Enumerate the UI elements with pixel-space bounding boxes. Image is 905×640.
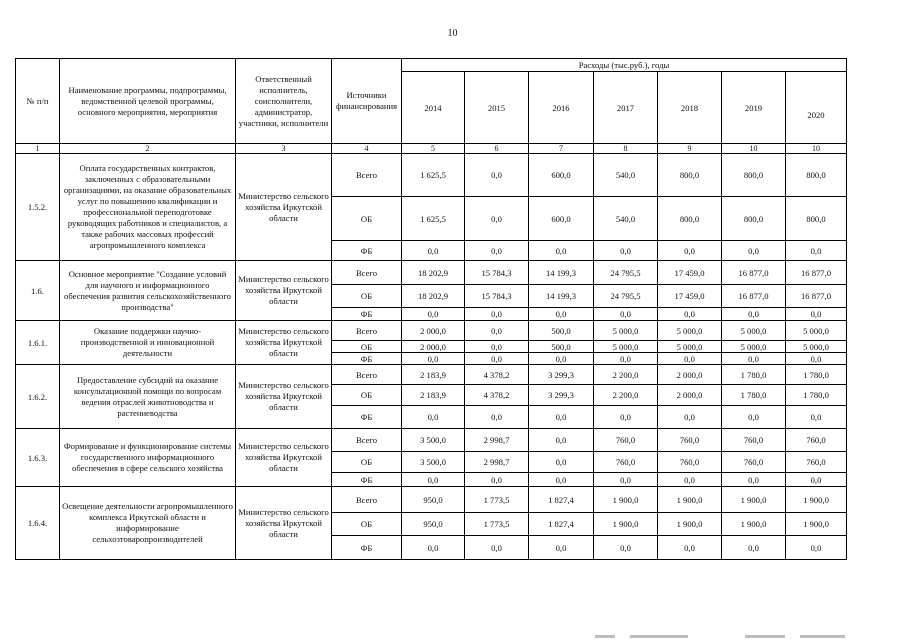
index-cell: 10	[786, 144, 847, 154]
funding-source: ОБ	[332, 285, 402, 308]
expense-value: 0,0	[465, 197, 529, 241]
expense-value: 0,0	[465, 308, 529, 321]
expense-value: 16 877,0	[786, 285, 847, 308]
expense-value: 0,0	[658, 473, 722, 487]
expense-value: 15 784,3	[465, 261, 529, 285]
expense-value: 0,0	[529, 429, 594, 452]
expense-value: 15 784,3	[465, 285, 529, 308]
expense-value: 0,0	[658, 308, 722, 321]
expense-value: 0,0	[465, 154, 529, 197]
row-number: 1.6.2.	[16, 365, 60, 429]
row-responsible: Министерство сельского хозяйства Иркутской области	[236, 365, 332, 429]
funding-source: ФБ	[332, 473, 402, 487]
row-responsible: Министерство сельского хозяйства Иркутской области	[236, 321, 332, 365]
expense-value: 0,0	[722, 473, 786, 487]
expense-value: 0,0	[786, 308, 847, 321]
expense-value: 0,0	[722, 536, 786, 560]
expense-value: 5 000,0	[658, 341, 722, 353]
expense-value: 760,0	[658, 429, 722, 452]
expense-value: 1 625,5	[402, 197, 465, 241]
expenses-table	[15, 58, 847, 560]
expense-value: 760,0	[594, 452, 658, 473]
expense-value: 0,0	[722, 353, 786, 365]
expense-value: 800,0	[786, 154, 847, 197]
expense-value: 2 183,9	[402, 365, 465, 385]
index-cell: 4	[332, 144, 402, 154]
header-num: № п/п	[16, 59, 60, 144]
row-responsible: Министерство сельского хозяйства Иркутской области	[236, 429, 332, 487]
expense-value: 800,0	[722, 154, 786, 197]
expense-value: 17 459,0	[658, 261, 722, 285]
row-number: 1.6.1.	[16, 321, 60, 365]
expense-value: 0,0	[594, 308, 658, 321]
row-responsible: Министерство сельского хозяйства Иркутской области	[236, 154, 332, 261]
funding-source: ОБ	[332, 513, 402, 536]
expense-value: 760,0	[658, 452, 722, 473]
row-number: 1.6.3.	[16, 429, 60, 487]
expense-value: 5 000,0	[594, 321, 658, 341]
expense-value: 0,0	[658, 406, 722, 429]
scan-artifact	[800, 635, 845, 638]
expense-value: 0,0	[529, 452, 594, 473]
header-year: 2019	[722, 72, 786, 144]
expense-value: 1 900,0	[786, 513, 847, 536]
expense-value: 0,0	[465, 353, 529, 365]
expense-value: 24 795,5	[594, 261, 658, 285]
expense-value: 540,0	[594, 197, 658, 241]
expense-value: 16 877,0	[722, 285, 786, 308]
expense-value: 3 500,0	[402, 452, 465, 473]
row-responsible: Министерство сельского хозяйства Иркутской области	[236, 261, 332, 321]
expense-value: 0,0	[465, 406, 529, 429]
table-row	[16, 365, 847, 385]
index-cell: 10	[722, 144, 786, 154]
expense-value: 2 998,7	[465, 452, 529, 473]
expense-value: 1 900,0	[594, 513, 658, 536]
expense-value: 1 900,0	[722, 487, 786, 513]
row-name: Оплата государственных контрактов, заключенных с образовательными организациями, на оказание образовательных услуг по повышению квалификации и профессиональной переподготовке руководящих работников и специалистов, а также рабочих массовых профессий агропромышленного комплекса	[60, 154, 236, 261]
expense-value: 4 378,2	[465, 385, 529, 406]
header-year: 2018	[658, 72, 722, 144]
expense-value: 800,0	[786, 197, 847, 241]
expense-value: 950,0	[402, 513, 465, 536]
expense-value: 5 000,0	[722, 341, 786, 353]
expense-value: 1 900,0	[786, 487, 847, 513]
funding-source: ФБ	[332, 353, 402, 365]
expense-value: 0,0	[786, 473, 847, 487]
expense-value: 0,0	[529, 473, 594, 487]
expense-value: 600,0	[529, 154, 594, 197]
row-number: 1.5.2.	[16, 154, 60, 261]
expense-value: 17 459,0	[658, 285, 722, 308]
table-row	[16, 321, 847, 341]
funding-source: Всего	[332, 154, 402, 197]
expense-value: 0,0	[786, 406, 847, 429]
header-source: Источники финансирования	[332, 59, 402, 144]
expense-value: 0,0	[465, 536, 529, 560]
expense-value: 5 000,0	[786, 321, 847, 341]
expense-value: 0,0	[402, 308, 465, 321]
funding-source: ФБ	[332, 308, 402, 321]
expense-value: 600,0	[529, 197, 594, 241]
scan-artifact	[595, 635, 615, 638]
expense-value: 2 000,0	[402, 341, 465, 353]
expense-value: 1 827,4	[529, 487, 594, 513]
expense-value: 4 378,2	[465, 365, 529, 385]
index-cell: 1	[16, 144, 60, 154]
expense-value: 0,0	[529, 406, 594, 429]
table-row	[16, 261, 847, 285]
expense-value: 1 827,4	[529, 513, 594, 536]
expense-value: 800,0	[658, 154, 722, 197]
expense-value: 0,0	[529, 536, 594, 560]
funding-source: Всего	[332, 261, 402, 285]
expense-value: 0,0	[529, 353, 594, 365]
funding-source: ОБ	[332, 385, 402, 406]
expense-value: 5 000,0	[786, 341, 847, 353]
expense-value: 2 183,9	[402, 385, 465, 406]
expense-value: 0,0	[465, 321, 529, 341]
row-number: 1.6.4.	[16, 487, 60, 560]
expense-value: 0,0	[402, 473, 465, 487]
scan-artifact	[630, 635, 688, 638]
expense-value: 16 877,0	[722, 261, 786, 285]
index-cell: 6	[465, 144, 529, 154]
expense-value: 0,0	[594, 353, 658, 365]
header-year: 2015	[465, 72, 529, 144]
header-year: 2014	[402, 72, 465, 144]
expense-value: 0,0	[658, 536, 722, 560]
header-responsible: Ответственный исполнитель, соисполнители, администратор, участники, исполнители	[236, 59, 332, 144]
expense-value: 950,0	[402, 487, 465, 513]
expense-value: 3 299,3	[529, 385, 594, 406]
expense-value: 760,0	[786, 452, 847, 473]
expense-value: 16 877,0	[786, 261, 847, 285]
page-number: 10	[447, 28, 458, 39]
expense-value: 0,0	[594, 473, 658, 487]
expense-value: 0,0	[722, 406, 786, 429]
expense-value: 2 200,0	[594, 365, 658, 385]
expense-value: 800,0	[722, 197, 786, 241]
expense-value: 5 000,0	[658, 321, 722, 341]
expense-value: 1 780,0	[722, 365, 786, 385]
expense-value: 2 000,0	[658, 365, 722, 385]
expense-value: 0,0	[658, 241, 722, 261]
funding-source: Всего	[332, 429, 402, 452]
expense-value: 0,0	[594, 536, 658, 560]
table-row	[16, 487, 847, 513]
funding-source: Всего	[332, 321, 402, 341]
expense-value: 24 795,5	[594, 285, 658, 308]
expense-value: 0,0	[786, 353, 847, 365]
index-cell: 8	[594, 144, 658, 154]
header-year: 2020	[786, 72, 847, 144]
expense-value: 2 000,0	[658, 385, 722, 406]
header-name: Наименование программы, подпрограммы, ведомственной целевой программы, основного мероприятия, мероприятия	[60, 59, 236, 144]
expense-value: 0,0	[594, 406, 658, 429]
expense-value: 760,0	[722, 429, 786, 452]
expense-value: 760,0	[786, 429, 847, 452]
expense-value: 0,0	[402, 536, 465, 560]
expense-value: 1 900,0	[594, 487, 658, 513]
expense-value: 3 500,0	[402, 429, 465, 452]
expense-value: 0,0	[402, 241, 465, 261]
expense-value: 1 900,0	[722, 513, 786, 536]
funding-source: ОБ	[332, 197, 402, 241]
expense-value: 1 780,0	[786, 385, 847, 406]
expense-value: 1 773,5	[465, 487, 529, 513]
expense-value: 18 202,9	[402, 285, 465, 308]
row-name: Формирование и функционирование системы государственного информационного обеспечения в сфере сельского хозяйства	[60, 429, 236, 487]
expense-value: 14 199,3	[529, 261, 594, 285]
header-year: 2017	[594, 72, 658, 144]
header-expenses: Расходы (тыс.руб.), годы	[402, 59, 847, 72]
expense-value: 1 900,0	[658, 487, 722, 513]
row-name: Оказание поддержки научно-производственной и инновационной деятельности	[60, 321, 236, 365]
expense-value: 0,0	[402, 353, 465, 365]
funding-source: ФБ	[332, 536, 402, 560]
index-cell: 7	[529, 144, 594, 154]
expense-value: 3 299,3	[529, 365, 594, 385]
funding-source: ОБ	[332, 341, 402, 353]
expense-value: 0,0	[722, 308, 786, 321]
expense-value: 0,0	[465, 473, 529, 487]
row-name: Основное мероприятие "Создание условий для научного и информационного обеспечения развития сельскохозяйственного производства"	[60, 261, 236, 321]
table-row	[16, 429, 847, 452]
row-name: Предоставление субсидий на оказание консультационной помощи по вопросам ведения отраслей животноводства и растениеводства	[60, 365, 236, 429]
expense-value: 0,0	[722, 241, 786, 261]
index-cell: 5	[402, 144, 465, 154]
funding-source: Всего	[332, 487, 402, 513]
expense-value: 760,0	[722, 452, 786, 473]
header-year: 2016	[529, 72, 594, 144]
funding-source: ФБ	[332, 406, 402, 429]
expense-value: 0,0	[529, 241, 594, 261]
expense-value: 0,0	[465, 341, 529, 353]
expense-value: 1 780,0	[722, 385, 786, 406]
row-responsible: Министерство сельского хозяйства Иркутской области	[236, 487, 332, 560]
expense-value: 2 000,0	[402, 321, 465, 341]
expense-value: 1 773,5	[465, 513, 529, 536]
expense-value: 800,0	[658, 197, 722, 241]
expense-value: 0,0	[402, 406, 465, 429]
row-name: Освещение деятельности агропромышленного комплекса Иркутской области и информирование сельхозтоваропроизводителей	[60, 487, 236, 560]
expense-value: 5 000,0	[594, 341, 658, 353]
expense-value: 1 625,5	[402, 154, 465, 197]
expense-value: 18 202,9	[402, 261, 465, 285]
index-cell: 2	[60, 144, 236, 154]
index-cell: 9	[658, 144, 722, 154]
expense-value: 0,0	[594, 241, 658, 261]
funding-source: ФБ	[332, 241, 402, 261]
scan-artifact	[745, 635, 785, 638]
expense-value: 500,0	[529, 341, 594, 353]
funding-source: ОБ	[332, 452, 402, 473]
expense-value: 0,0	[658, 353, 722, 365]
expense-value: 2 998,7	[465, 429, 529, 452]
row-number: 1.6.	[16, 261, 60, 321]
index-cell: 3	[236, 144, 332, 154]
expense-value: 1 780,0	[786, 365, 847, 385]
expense-value: 540,0	[594, 154, 658, 197]
expense-value: 0,0	[529, 308, 594, 321]
expense-value: 0,0	[786, 241, 847, 261]
expense-value: 500,0	[529, 321, 594, 341]
expense-value: 14 199,3	[529, 285, 594, 308]
column-index-row	[16, 144, 847, 154]
funding-source: Всего	[332, 365, 402, 385]
expense-value: 0,0	[465, 241, 529, 261]
table-row	[16, 154, 847, 197]
expense-value: 0,0	[786, 536, 847, 560]
expense-value: 5 000,0	[722, 321, 786, 341]
expense-value: 760,0	[594, 429, 658, 452]
expense-value: 2 200,0	[594, 385, 658, 406]
expense-value: 1 900,0	[658, 513, 722, 536]
